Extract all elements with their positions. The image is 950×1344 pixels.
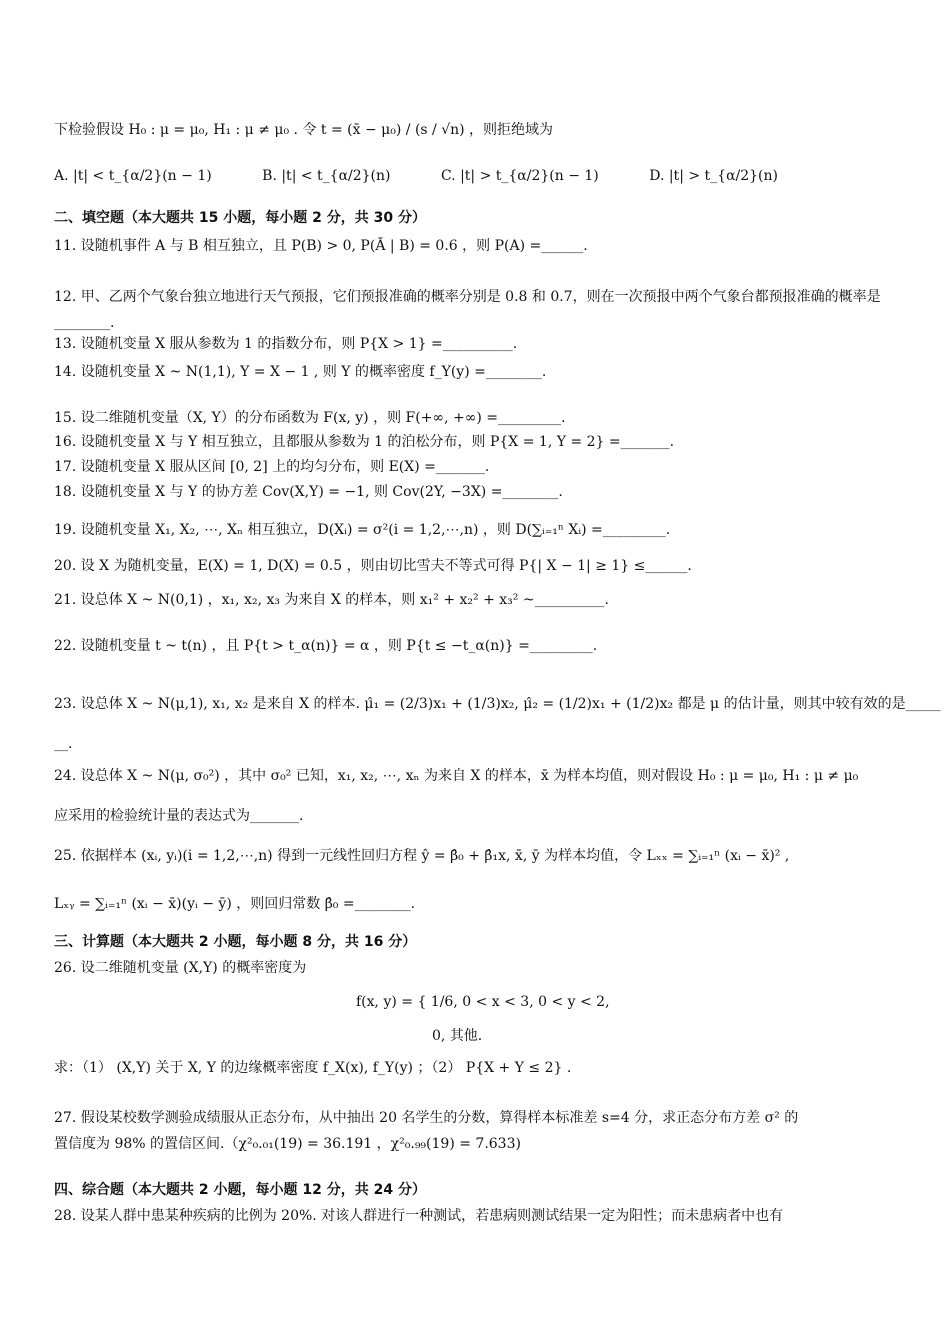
question-15: 15. 设二维随机变量（X, Y）的分布函数为 F(x, y) ，则 F(+∞, +∞) =_________. <box>54 410 566 426</box>
question-23-line2: __. <box>54 736 73 752</box>
question-23-line1: 23. 设总体 X ~ N(μ,1), x₁, x₂ 是来自 X 的样本. μ̂₁ = (2/3)x₁ + (1/3)x₂, μ̂₂ = (1/2)x₁ + (1/2)x₂ 都是 μ 的估计量，则其中较有效的是_____ <box>54 696 941 712</box>
question-16: 16. 设随机变量 X 与 Y 相互独立，且都服从参数为 1 的泊松分布，则 P{X = 1, Y = 2} =_______. <box>54 434 675 450</box>
section-comprehensive-heading: 四、综合题（本大题共 2 小题，每小题 12 分，共 24 分） <box>54 1182 426 1198</box>
question-24-line2: 应采用的检验统计量的表达式为_______. <box>54 808 304 824</box>
question-22: 22. 设随机变量 t ~ t(n) ，且 P{t > t_α(n)} = α ，则 P{t ≤ −t_α(n)} =_________. <box>54 638 598 654</box>
question-11: 11. 设随机事件 A 与 B 相互独立，且 P(B) > 0, P(Ā | B) = 0.6 ，则 P(A) =______. <box>54 238 588 254</box>
question-21: 21. 设总体 X ~ N(0,1) ，x₁, x₂, x₃ 为来自 X 的样本，则 x₁² + x₂² + x₃² ~__________. <box>54 592 609 608</box>
section-fill-in-heading: 二、填空题（本大题共 15 小题，每小题 2 分，共 30 分） <box>54 210 426 226</box>
option-c: C. |t| > t_{α/2}(n − 1) <box>440 168 599 184</box>
question-19: 19. 设随机变量 X₁, X₂, ⋯, Xₙ 相互独立，D(Xᵢ) = σ²(i = 1,2,⋯,n) ，则 D(∑ᵢ₌₁ⁿ Xᵢ) =_________. <box>54 522 671 538</box>
question-26-ask: 求：（1） (X,Y) 关于 X, Y 的边缘概率密度 f_X(x), f_Y(y) ；（2） P{X + Y ≤ 2} . <box>54 1060 572 1076</box>
question-18: 18. 设随机变量 X 与 Y 的协方差 Cov(X,Y) = −1, 则 Cov(2Y, −3X) =________. <box>54 484 563 500</box>
question-26-stem: 26. 设二维随机变量 (X,Y) 的概率密度为 <box>54 960 307 976</box>
question-26-formula-line1: f(x, y) = { 1/6, 0 < x < 3, 0 < y < 2, <box>356 994 610 1010</box>
question-28: 28. 设某人群中患某种疾病的比例为 20%. 对该人群进行一种测试，若患病则测试结果一定为阳性；而未患病者中也有 <box>54 1208 784 1224</box>
question-20: 20. 设 X 为随机变量，E(X) = 1, D(X) = 0.5 ，则由切比雪夫不等式可得 P{| X − 1| ≥ 1} ≤______. <box>54 558 692 574</box>
question-26-formula-line2: 0, 其他. <box>432 1028 483 1044</box>
option-d: D. |t| > t_{α/2}(n) <box>649 168 778 184</box>
question-27-line1: 27. 假设某校数学测验成绩服从正态分布，从中抽出 20 名学生的分数，算得样本标准差 s=4 分，求正态分布方差 σ² 的 <box>54 1110 799 1126</box>
option-b: B. |t| < t_{α/2}(n) <box>262 168 391 184</box>
question-14: 14. 设随机变量 X ~ N(1,1), Y = X − 1 , 则 Y 的概率密度 f_Y(y) =________. <box>54 364 547 380</box>
question-17: 17. 设随机变量 X 服从区间 [0, 2] 上的均匀分布，则 E(X) =_______. <box>54 459 490 475</box>
q10-options <box>54 166 896 186</box>
question-12: 12. 甲、乙两个气象台独立地进行天气预报，它们预报准确的概率分别是 0.8 和 0.7，则在一次预报中两个气象台都预报准确的概率是________. <box>54 289 881 331</box>
question-25-line2: Lₓᵧ = ∑ᵢ₌₁ⁿ (xᵢ − x̄)(yᵢ − ȳ) ，则回归常数 β̂₀ =________. <box>54 896 416 912</box>
q10-stem: 下检验假设 H₀ : μ = μ₀, H₁ : μ ≠ μ₀ . 令 t = (x̄ − μ₀) / (s / √n) ，则拒绝域为 <box>54 122 554 138</box>
question-13: 13. 设随机变量 X 服从参数为 1 的指数分布，则 P{X > 1} =__________. <box>54 336 518 352</box>
question-24-line1: 24. 设总体 X ~ N(μ, σ₀²) ，其中 σ₀² 已知，x₁, x₂, ⋯, xₙ 为来自 X 的样本，x̄ 为样本均值，则对假设 H₀ : μ = μ₀, H₁ : μ ≠ μ₀ <box>54 768 859 784</box>
question-25-line1: 25. 依据样本 (xᵢ, yᵢ)(i = 1,2,⋯,n) 得到一元线性回归方程 ŷ = β̂₀ + β̂₁x, x̄, ȳ 为样本均值，令 Lₓₓ = ∑ᵢ₌₁ⁿ (xᵢ − x̄)² , <box>54 848 790 864</box>
question-27-line2: 置信度为 98% 的置信区间.（χ²₀.₀₁(19) = 36.191 ，χ²₀.₉₉(19) = 7.633) <box>54 1136 521 1152</box>
section-calculation-heading: 三、计算题（本大题共 2 小题，每小题 8 分，共 16 分） <box>54 934 417 950</box>
option-a: A. |t| < t_{α/2}(n − 1) <box>54 168 212 184</box>
